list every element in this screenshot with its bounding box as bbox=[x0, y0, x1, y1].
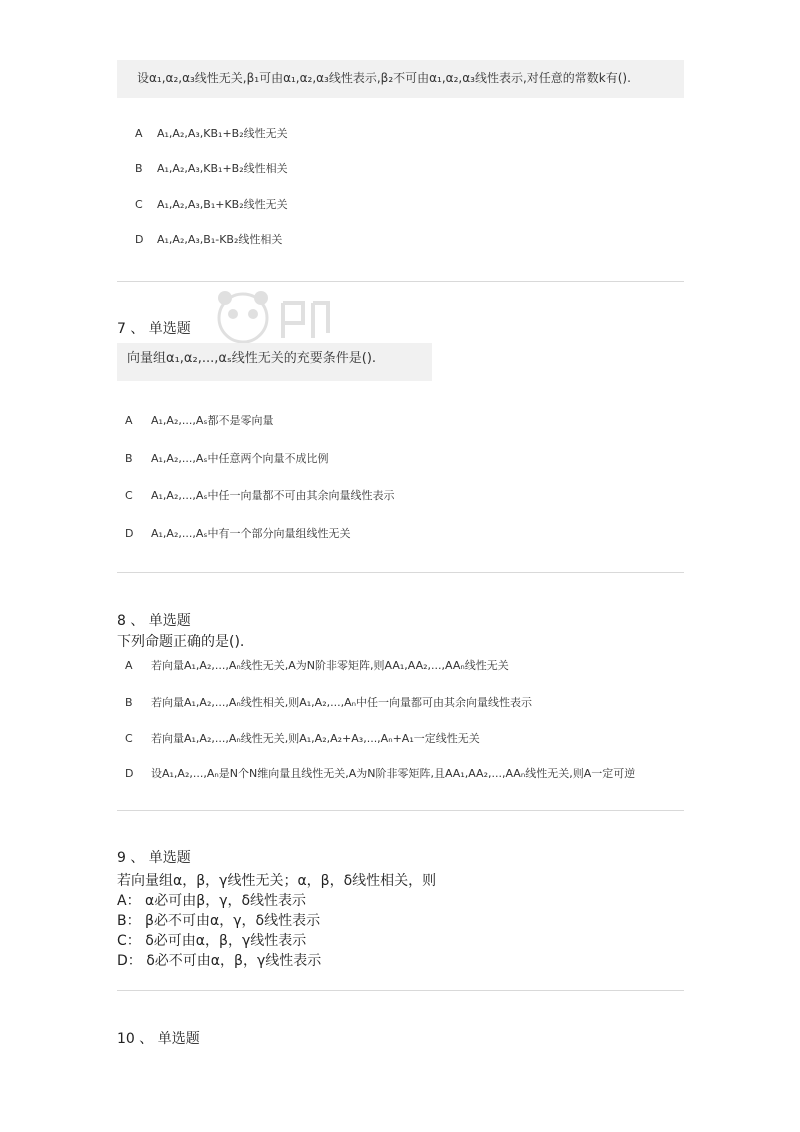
q7-option-a[interactable] bbox=[125, 413, 273, 429]
q6-option-a-letter: A bbox=[135, 127, 143, 140]
q9-option-a[interactable]: A： α必可由β，γ，δ线性表示 bbox=[117, 893, 307, 909]
q9-stem: 若向量组α，β，γ线性无关；α，β，δ线性相关，则 bbox=[117, 873, 437, 889]
q6-option-c[interactable] bbox=[135, 197, 288, 213]
q6-option-b[interactable] bbox=[135, 161, 288, 177]
q6-option-d[interactable] bbox=[135, 232, 282, 248]
q6-option-d-letter: D bbox=[135, 233, 144, 246]
divider bbox=[117, 281, 684, 282]
q8-option-c[interactable] bbox=[125, 731, 480, 747]
q7-stem: 向量组α₁,α₂,...,αₛ线性无关的充要条件是(). bbox=[127, 351, 377, 366]
q6-option-b-letter: B bbox=[135, 162, 143, 175]
q8-header: 8 、 单选题 bbox=[117, 613, 191, 629]
divider bbox=[117, 572, 684, 573]
q8-option-a[interactable] bbox=[125, 658, 509, 674]
q7-option-c[interactable] bbox=[125, 488, 394, 504]
q7-option-c-text: A₁,A₂,...,Aₛ中任一向量都不可由其余向量线性表示 bbox=[151, 489, 395, 502]
q7-stem-box bbox=[117, 343, 432, 381]
divider bbox=[117, 810, 684, 811]
q7-option-d[interactable] bbox=[125, 526, 350, 542]
q8-option-d-text: 设A₁,A₂,...,Aₙ是N个N维向量且线性无关,A为N阶非零矩阵,且AA₁,AA₂,...,AAₙ线性无关,则A一定可逆 bbox=[151, 767, 636, 780]
q9-option-c[interactable]: C： δ必可由α，β，γ线性表示 bbox=[117, 933, 307, 949]
q7-option-d-letter: D bbox=[125, 527, 134, 540]
q6-option-a-text: A₁,A₂,A₃,KB₁+B₂线性无关 bbox=[157, 127, 288, 140]
q7-option-b-text: A₁,A₂,...,Aₛ中任意两个向量不成比例 bbox=[151, 452, 329, 465]
q6-stem-box bbox=[117, 60, 684, 98]
q7-option-b-letter: B bbox=[125, 452, 133, 465]
q8-option-d-letter: D bbox=[125, 767, 134, 780]
q8-option-b-letter: B bbox=[125, 696, 133, 709]
q7-header: 7 、 单选题 bbox=[117, 321, 191, 337]
q7-option-b[interactable] bbox=[125, 451, 328, 467]
q7-option-a-text: A₁,A₂,...,Aₛ都不是零向量 bbox=[151, 414, 274, 427]
q8-option-b-text: 若向量A₁,A₂,...,Aₙ线性相关,则A₁,A₂,...,Aₙ中任一向量都可由其余向量线性表示 bbox=[151, 696, 533, 709]
q6-option-c-text: A₁,A₂,A₃,B₁+KB₂线性无关 bbox=[157, 198, 288, 211]
panda-watermark-icon bbox=[213, 288, 393, 348]
q8-option-c-letter: C bbox=[125, 732, 133, 745]
divider bbox=[117, 990, 684, 991]
q8-option-a-letter: A bbox=[125, 659, 133, 672]
q6-stem: 设α₁,α₂,α₃线性无关,β₁可由α₁,α₂,α₃线性表示,β₂不可由α₁,α₂,α₃线性表示,对任意的常数k有(). bbox=[137, 71, 631, 85]
q7-option-d-text: A₁,A₂,...,Aₛ中有一个部分向量组线性无关 bbox=[151, 527, 351, 540]
q10-header: 10 、 单选题 bbox=[117, 1031, 200, 1047]
q6-option-a[interactable] bbox=[135, 126, 288, 142]
q9-option-d[interactable]: D： δ必不可由α，β，γ线性表示 bbox=[117, 953, 322, 969]
q8-option-a-text: 若向量A₁,A₂,...,Aₙ线性无关,A为N阶非零矩阵,则AA₁,AA₂,...,AAₙ线性无关 bbox=[151, 659, 509, 672]
q8-option-b[interactable] bbox=[125, 695, 532, 711]
q9-header: 9 、 单选题 bbox=[117, 850, 191, 866]
q6-option-b-text: A₁,A₂,A₃,KB₁+B₂线性相关 bbox=[157, 162, 288, 175]
q6-option-c-letter: C bbox=[135, 198, 143, 211]
q7-option-a-letter: A bbox=[125, 414, 133, 427]
q8-stem: 下列命题正确的是(). bbox=[117, 634, 245, 650]
q8-option-c-text: 若向量A₁,A₂,...,Aₙ线性无关,则A₁,A₂,A₂+A₃,...,Aₙ+A₁一定线性无关 bbox=[151, 732, 480, 745]
q9-option-b[interactable]: B： β必不可由α，γ，δ线性表示 bbox=[117, 913, 321, 929]
q6-option-d-text: A₁,A₂,A₃,B₁-KB₂线性相关 bbox=[157, 233, 283, 246]
q7-option-c-letter: C bbox=[125, 489, 133, 502]
q8-option-d[interactable] bbox=[125, 766, 635, 782]
